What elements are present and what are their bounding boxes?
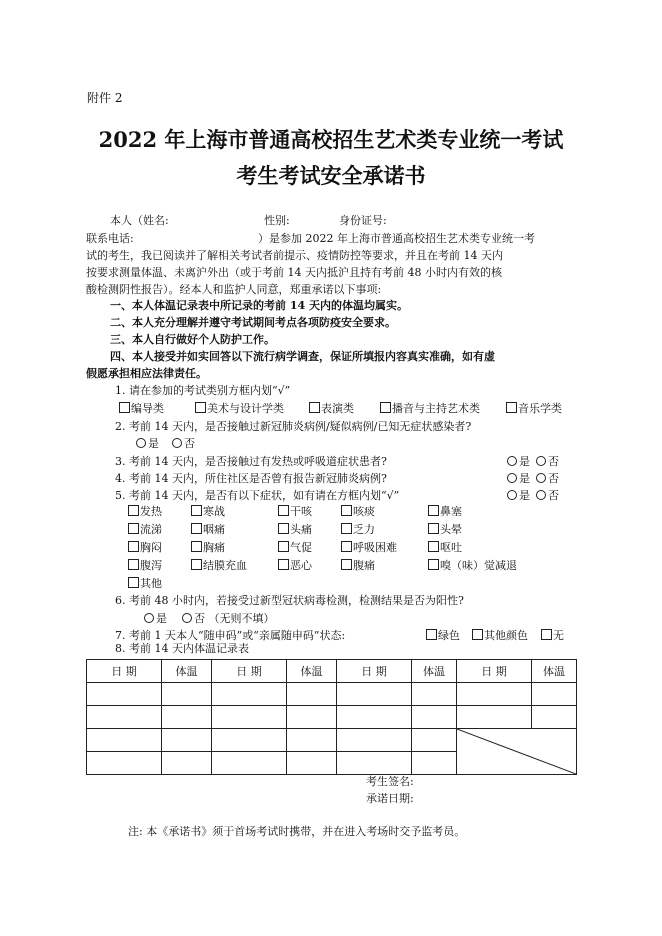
intro-line-1: ）是参加 2022 年上海市普通高校招生艺术类专业统一考 bbox=[258, 232, 535, 245]
category-option[interactable]: 音乐学类 bbox=[506, 402, 562, 415]
promise-4-line-1: 四、本人接受并如实回答以下流行病学调查，保证所填报内容真实准确，如有虚 bbox=[110, 350, 495, 363]
date-cell[interactable] bbox=[212, 729, 287, 752]
question-5: 5. 考前 14 天内，是否有以下症状，如有请在方框内划“√” bbox=[115, 489, 400, 502]
symptom-option[interactable]: 乏力 bbox=[341, 523, 375, 536]
symptom-option[interactable]: 流涕 bbox=[128, 523, 162, 536]
symptom-option[interactable]: 腹泻 bbox=[128, 559, 162, 572]
symptom-option[interactable]: 鼻塞 bbox=[428, 505, 462, 518]
symptom-option[interactable]: 发热 bbox=[128, 505, 162, 518]
question-8: 8. 考前 14 天内体温记录表 bbox=[115, 642, 249, 655]
checkbox-icon[interactable] bbox=[128, 523, 139, 534]
date-cell[interactable] bbox=[337, 683, 412, 706]
signature-label: 考生签名: bbox=[366, 775, 414, 788]
checkbox-icon[interactable] bbox=[341, 523, 352, 534]
date-cell[interactable] bbox=[212, 683, 287, 706]
checkbox-icon[interactable] bbox=[541, 629, 552, 640]
checkbox-icon[interactable] bbox=[472, 629, 483, 640]
radio-icon[interactable] bbox=[507, 456, 517, 466]
q5-no[interactable]: 否 bbox=[536, 489, 559, 502]
question-1: 1. 请在参加的考试类别方框内划“√” bbox=[115, 384, 291, 397]
intro-line-4: 酸检测阴性报告）。经本人和监护人同意，郑重承诺以下事项: bbox=[86, 283, 382, 296]
radio-icon[interactable] bbox=[507, 473, 517, 483]
symptom-option[interactable]: 呕吐 bbox=[428, 541, 462, 554]
date-cell[interactable] bbox=[87, 683, 162, 706]
temp-cell[interactable] bbox=[162, 752, 212, 775]
temp-cell[interactable] bbox=[412, 729, 457, 752]
q3-yes[interactable]: 是 bbox=[507, 455, 530, 468]
checkbox-icon[interactable] bbox=[128, 577, 139, 588]
temp-cell[interactable] bbox=[412, 752, 457, 775]
checkbox-icon[interactable] bbox=[128, 505, 139, 516]
attachment-label: 附件 2 bbox=[87, 91, 123, 105]
promise-3: 三、本人自行做好个人防护工作。 bbox=[110, 333, 275, 346]
q5-yes[interactable]: 是 bbox=[507, 489, 530, 502]
promise-1: 一、本人体温记录表中所记录的考前 14 天内的体温均属实。 bbox=[110, 299, 408, 312]
radio-icon[interactable] bbox=[536, 473, 546, 483]
q2-no[interactable]: 否 bbox=[172, 437, 195, 450]
temp-cell[interactable] bbox=[162, 706, 212, 729]
symptom-option[interactable]: 头痛 bbox=[278, 523, 312, 536]
symptom-option[interactable]: 咳痰 bbox=[341, 505, 375, 518]
symptom-option[interactable]: 头晕 bbox=[428, 523, 462, 536]
name-label: 本人（姓名: bbox=[110, 214, 169, 227]
checkbox-icon[interactable] bbox=[426, 629, 437, 640]
diagonal-line bbox=[457, 729, 576, 774]
checkbox-icon[interactable] bbox=[278, 559, 289, 570]
temp-cell[interactable] bbox=[532, 706, 577, 729]
checkbox-icon[interactable] bbox=[309, 402, 320, 413]
table-row bbox=[87, 729, 577, 752]
checkbox-icon[interactable] bbox=[428, 559, 439, 570]
radio-icon[interactable] bbox=[507, 490, 517, 500]
symptom-option[interactable]: 其他 bbox=[128, 577, 162, 590]
date-cell[interactable] bbox=[337, 752, 412, 775]
gender-label: 性别: bbox=[264, 214, 290, 227]
radio-icon[interactable] bbox=[144, 613, 154, 623]
date-cell[interactable] bbox=[212, 706, 287, 729]
promise-2: 二、本人充分理解并遵守考试期间考点各项防疫安全要求。 bbox=[110, 316, 396, 329]
symptom-option[interactable]: 胸闷 bbox=[128, 541, 162, 554]
temp-cell[interactable] bbox=[162, 729, 212, 752]
temp-cell[interactable] bbox=[287, 706, 337, 729]
intro-line-2: 试的考生，我已阅读并了解相关考试者前提示、疫情防控等要求，并且在考前 14 天内 bbox=[86, 249, 503, 262]
header-date: 日 期 bbox=[337, 660, 412, 683]
symptom-option[interactable]: 干咳 bbox=[278, 505, 312, 518]
symptom-option[interactable]: 咽痛 bbox=[191, 523, 225, 536]
question-7: 7. 考前 1 天本人“随申码”或“亲属随申码”状态: bbox=[115, 629, 346, 642]
table-header-row bbox=[87, 660, 577, 683]
question-3: 3. 考前 14 天内，是否接触过有发热或呼吸道症状患者? bbox=[115, 455, 387, 468]
header-date: 日 期 bbox=[457, 660, 532, 683]
header-temp: 体温 bbox=[412, 660, 457, 683]
symptom-option[interactable]: 恶心 bbox=[278, 559, 312, 572]
code-option-none[interactable]: 无 bbox=[541, 629, 564, 642]
footnote: 注: 本《承诺书》须于首场考试时携带，并在进入考场时交予监考员。 bbox=[128, 825, 466, 838]
radio-icon[interactable] bbox=[536, 490, 546, 500]
checkbox-icon[interactable] bbox=[119, 402, 130, 413]
promise-4-line-2: 假愿承担相应法律责任。 bbox=[86, 367, 207, 380]
checkbox-icon[interactable] bbox=[278, 541, 289, 552]
date-cell[interactable] bbox=[212, 752, 287, 775]
crossed-out-cell bbox=[457, 729, 577, 775]
temp-cell[interactable] bbox=[412, 683, 457, 706]
q6-no[interactable]: 否 （无则不填） bbox=[182, 612, 275, 625]
checkbox-icon[interactable] bbox=[341, 541, 352, 552]
question-6: 6. 考前 48 小时内，若接受过新型冠状病毒检测，检测结果是否为阳性? bbox=[115, 594, 464, 607]
temp-cell[interactable] bbox=[412, 706, 457, 729]
q2-yes[interactable]: 是 bbox=[136, 437, 159, 450]
symptom-option[interactable]: 寒战 bbox=[191, 505, 225, 518]
checkbox-icon[interactable] bbox=[191, 559, 202, 570]
temperature-table bbox=[86, 659, 577, 775]
page-subtitle: 考生考试安全承诺书 bbox=[236, 163, 426, 188]
checkbox-icon[interactable] bbox=[428, 541, 439, 552]
date-cell[interactable] bbox=[337, 706, 412, 729]
checkbox-icon[interactable] bbox=[128, 541, 139, 552]
checkbox-icon[interactable] bbox=[191, 541, 202, 552]
checkbox-icon[interactable] bbox=[128, 559, 139, 570]
checkbox-icon[interactable] bbox=[195, 402, 206, 413]
checkbox-icon[interactable] bbox=[380, 402, 391, 413]
temp-cell[interactable] bbox=[287, 729, 337, 752]
symptom-option[interactable]: 腹痛 bbox=[341, 559, 375, 572]
date-cell[interactable] bbox=[457, 706, 532, 729]
header-date: 日 期 bbox=[87, 660, 162, 683]
temp-cell[interactable] bbox=[532, 683, 577, 706]
radio-icon[interactable] bbox=[136, 438, 146, 448]
symptom-option[interactable]: 结膜充血 bbox=[191, 559, 247, 572]
page-title: 2022 年上海市普通高校招生艺术类专业统一考试 bbox=[98, 127, 564, 152]
q4-yes[interactable]: 是 bbox=[507, 472, 530, 485]
header-date: 日 期 bbox=[212, 660, 287, 683]
code-option-green[interactable]: 绿色 bbox=[426, 629, 460, 642]
temp-cell[interactable] bbox=[287, 683, 337, 706]
question-2: 2. 考前 14 天内，是否接触过新冠肺炎病例/疑似病例/已知无症状感染者? bbox=[115, 420, 472, 433]
id-label: 身份证号: bbox=[339, 214, 387, 227]
radio-icon[interactable] bbox=[536, 456, 546, 466]
checkbox-icon[interactable] bbox=[191, 505, 202, 516]
checkbox-icon[interactable] bbox=[428, 505, 439, 516]
table-row bbox=[87, 706, 577, 729]
header-temp: 体温 bbox=[532, 660, 577, 683]
symptom-option[interactable]: 气促 bbox=[278, 541, 312, 554]
date-cell[interactable] bbox=[337, 729, 412, 752]
date-label: 承诺日期: bbox=[366, 792, 414, 805]
checkbox-icon[interactable] bbox=[428, 523, 439, 534]
category-option[interactable]: 美术与设计学类 bbox=[195, 402, 284, 415]
q3-no[interactable]: 否 bbox=[536, 455, 559, 468]
intro-line-3: 按要求测量体温、未离沪外出（或于考前 14 天内抵沪且持有考前 48 小时内有效的核 bbox=[86, 266, 502, 279]
code-option-other[interactable]: 其他颜色 bbox=[472, 629, 528, 642]
checkbox-icon[interactable] bbox=[191, 523, 202, 534]
temp-cell[interactable] bbox=[162, 683, 212, 706]
checkbox-icon[interactable] bbox=[341, 559, 352, 570]
symptom-option[interactable]: 嗅（味）觉减退 bbox=[428, 559, 517, 572]
radio-icon[interactable] bbox=[182, 613, 192, 623]
category-option[interactable]: 表演类 bbox=[309, 402, 354, 415]
date-cell[interactable] bbox=[87, 752, 162, 775]
checkbox-icon[interactable] bbox=[341, 505, 352, 516]
radio-icon[interactable] bbox=[172, 438, 182, 448]
date-cell[interactable] bbox=[87, 729, 162, 752]
question-4: 4. 考前 14 天内，所住社区是否曾有报告新冠肺炎病例? bbox=[115, 472, 387, 485]
table-row bbox=[87, 683, 577, 706]
header-temp: 体温 bbox=[162, 660, 212, 683]
phone-label: 联系电话: bbox=[86, 232, 134, 245]
checkbox-icon[interactable] bbox=[506, 402, 517, 413]
date-cell[interactable] bbox=[457, 683, 532, 706]
checkbox-icon[interactable] bbox=[278, 505, 289, 516]
date-cell[interactable] bbox=[87, 706, 162, 729]
checkbox-icon[interactable] bbox=[278, 523, 289, 534]
q4-no[interactable]: 否 bbox=[536, 472, 559, 485]
category-option[interactable]: 播音与主持艺术类 bbox=[380, 402, 480, 415]
category-option[interactable]: 编导类 bbox=[119, 402, 164, 415]
symptom-option[interactable]: 呼吸困难 bbox=[341, 541, 397, 554]
temp-cell[interactable] bbox=[287, 752, 337, 775]
q6-yes[interactable]: 是 bbox=[144, 612, 167, 625]
header-temp: 体温 bbox=[287, 660, 337, 683]
symptom-option[interactable]: 胸痛 bbox=[191, 541, 225, 554]
